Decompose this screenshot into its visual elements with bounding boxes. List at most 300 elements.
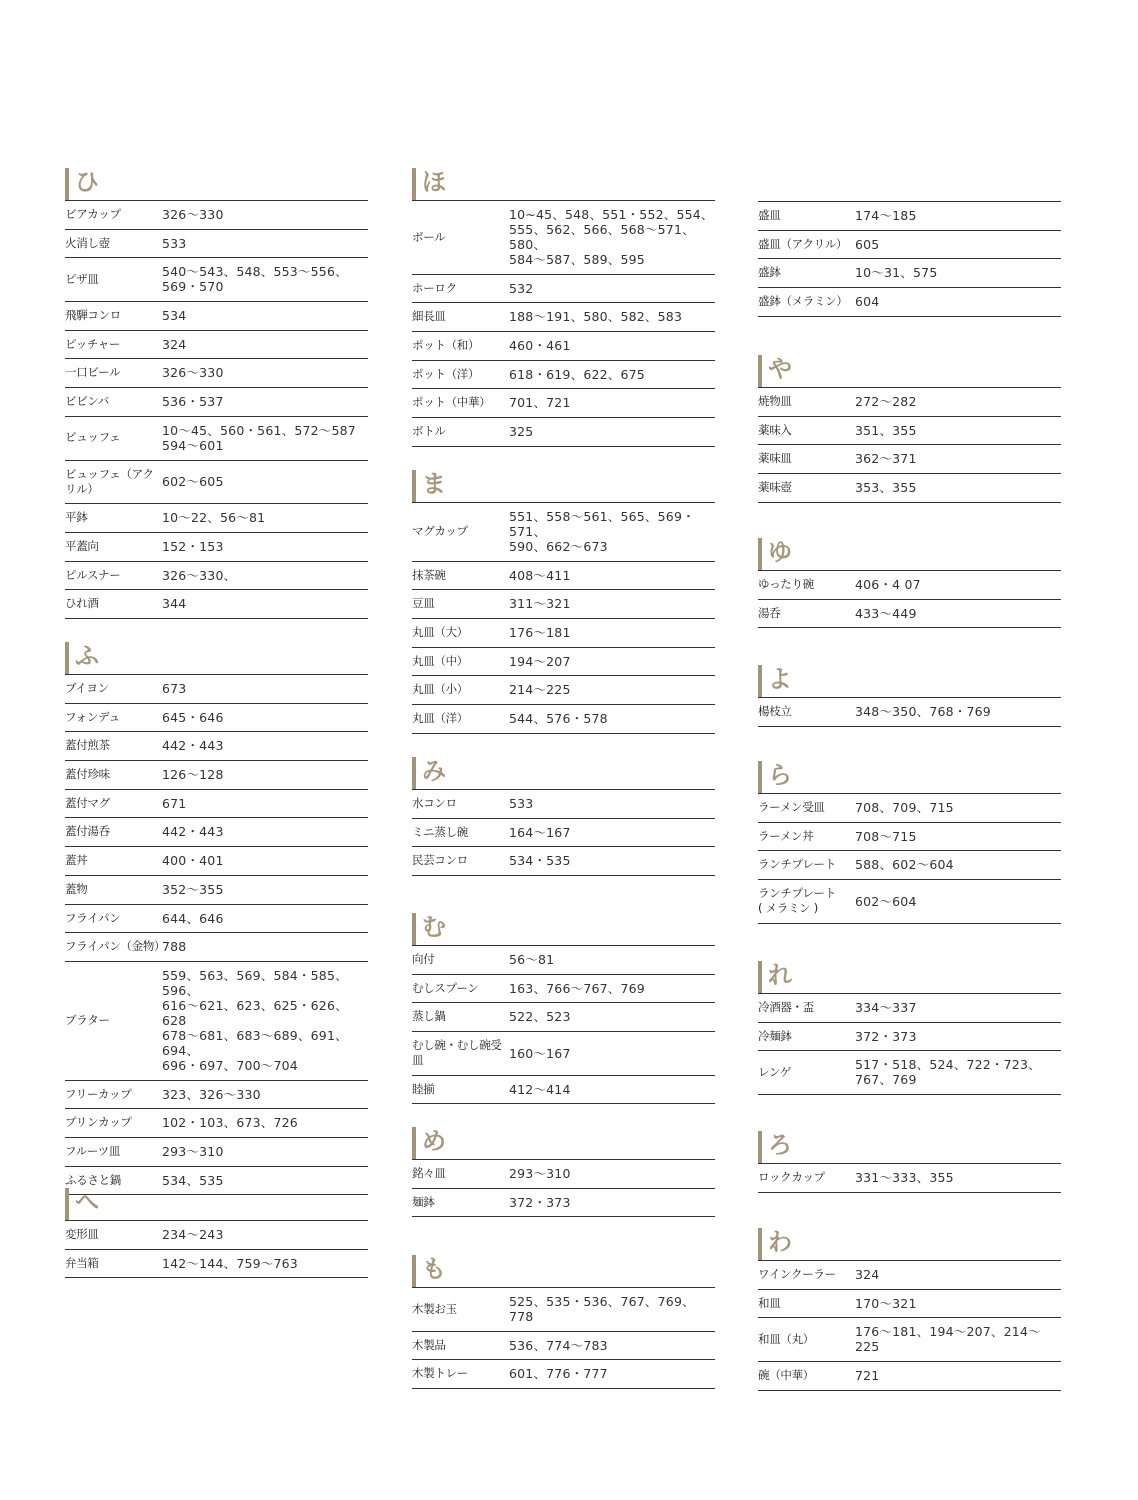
index-row [65, 201, 368, 230]
index-section [758, 1228, 1061, 1391]
item-name: ホーロク [412, 280, 457, 295]
index-row [758, 823, 1061, 852]
index-row [65, 331, 368, 360]
item-name: 蓋付マグ [65, 795, 110, 810]
page-numbers: 544、576・578 [509, 711, 608, 727]
item-name: 向付 [412, 952, 435, 966]
page-numbers: 372・373 [509, 1194, 571, 1210]
index-row [412, 676, 715, 705]
index-row [65, 302, 368, 331]
item-name: 飛騨コンロ [65, 308, 121, 323]
index-row [758, 202, 1061, 231]
heading-kana: へ [75, 1188, 99, 1216]
index-row [758, 1261, 1061, 1290]
page-numbers: 559、563、569、584・585、596、 616～621、623、625・626、628 678～681、683～689、691、694、 696・697、700～704 [162, 967, 348, 1073]
index-rows [758, 570, 1061, 628]
item-name: 和皿 [758, 1295, 781, 1310]
item-name: フライパン（金物） [65, 939, 166, 954]
page-numbers: 331～333、355 [855, 1170, 954, 1185]
heading-bar [65, 642, 69, 674]
index-row [65, 461, 368, 505]
page-numbers: 152・153 [162, 538, 224, 554]
page-numbers: 10~45、548、551・552、554、 555、562、566、568～571、580、 584～587、589、595 [509, 207, 714, 267]
item-name: 和皿（丸） [758, 1331, 814, 1346]
page-numbers: 533 [509, 796, 534, 811]
heading-kana: や [768, 355, 792, 383]
item-name: ボトル [412, 424, 446, 439]
index-row [412, 946, 715, 975]
index-rows [758, 387, 1061, 503]
page-numbers: 708、709、715 [855, 800, 954, 815]
item-name: ビュッフェ [65, 430, 121, 445]
section-heading [758, 761, 1061, 793]
index-row [758, 288, 1061, 317]
index-row [65, 905, 368, 934]
item-name: ラーメン丼 [758, 828, 814, 843]
item-name: ミニ蒸し碗 [412, 824, 468, 839]
heading-bar [412, 913, 416, 945]
index-row [65, 417, 368, 461]
index-row [412, 1076, 715, 1105]
item-name: ピザ皿 [65, 271, 99, 286]
section-heading [65, 642, 368, 674]
page-numbers: 645・646 [162, 709, 224, 725]
heading-bar [412, 470, 416, 502]
item-name: 細長皿 [412, 309, 446, 324]
index-row [758, 994, 1061, 1023]
page-numbers: 433～449 [855, 605, 917, 621]
item-name: 木製お玉 [412, 1301, 457, 1316]
section-heading [758, 1131, 1061, 1163]
item-name: 銘々皿 [412, 1166, 446, 1180]
index-row [412, 332, 715, 361]
item-name: 一口ビール [65, 365, 121, 380]
index-row [412, 1189, 715, 1218]
index-rows [412, 1287, 715, 1389]
index-row [758, 1362, 1061, 1391]
item-name: 民芸コンロ [412, 853, 468, 868]
index-row [758, 600, 1061, 629]
item-name: 水コンロ [412, 796, 457, 810]
index-row [412, 1360, 715, 1389]
page-numbers: 551、558～561、565、569・571、 590、662～673 [509, 509, 695, 554]
item-name: ボール [412, 229, 446, 244]
item-name: ピッチャー [65, 336, 121, 351]
item-name: 丸皿（小） [412, 682, 468, 697]
index-rows [65, 1220, 368, 1278]
heading-bar [758, 355, 762, 387]
page-numbers: 326～330 [162, 365, 224, 381]
section-heading [412, 470, 715, 502]
item-name: ロックカップ [758, 1170, 825, 1184]
index-row [65, 933, 368, 962]
page-numbers: 533 [162, 235, 187, 251]
item-name: 蓋付湯呑 [65, 824, 110, 839]
page-numbers: 10～22、56～81 [162, 510, 266, 526]
page-numbers: 517・518、524、722・723、 767、769 [855, 1057, 1041, 1088]
item-name: ラーメン受皿 [758, 800, 825, 814]
page-numbers: 372・373 [855, 1028, 917, 1044]
index-row [758, 445, 1061, 474]
index-row [412, 361, 715, 390]
index-section [758, 961, 1061, 1095]
index-row [65, 962, 368, 1081]
heading-kana: わ [768, 1228, 792, 1256]
page-numbers: 326～330 [162, 207, 224, 222]
index-rows [412, 200, 715, 447]
page-numbers: 293～310 [509, 1166, 571, 1181]
page-numbers: 601、776・777 [509, 1366, 608, 1382]
section-heading [412, 168, 715, 200]
page-numbers: 673 [162, 681, 187, 696]
index-section [412, 1255, 715, 1389]
index-row [758, 1318, 1061, 1362]
heading-kana: ほ [422, 168, 446, 196]
index-section [758, 201, 1061, 317]
item-name: ポット（和） [412, 338, 480, 353]
item-name: むしスプーン [412, 980, 479, 995]
index-rows [412, 1159, 715, 1217]
page-numbers: 194～207 [509, 653, 571, 669]
heading-kana: ま [422, 470, 446, 498]
page-numbers: 708～715 [855, 828, 917, 844]
page-numbers: 10～31、575 [855, 265, 938, 281]
index-row [65, 790, 368, 819]
item-name: 薬味壺 [758, 480, 792, 495]
index-row [65, 675, 368, 704]
page-numbers: 311～321 [509, 596, 571, 612]
item-name: 湯呑 [758, 605, 781, 620]
index-row [758, 417, 1061, 446]
page-numbers: 160～167 [509, 1045, 571, 1061]
page-numbers: 272～282 [855, 394, 917, 409]
page-numbers: 701、721 [509, 395, 571, 411]
index-section [65, 168, 368, 619]
page-numbers: 442・443 [162, 824, 224, 840]
page-numbers: 325 [509, 424, 534, 440]
item-name: 丸皿（洋） [412, 711, 468, 726]
heading-bar [758, 1131, 762, 1163]
item-name: ゆったり碗 [758, 577, 814, 591]
page-numbers: 534 [162, 308, 187, 324]
heading-kana: ろ [768, 1131, 792, 1159]
index-rows [758, 697, 1061, 727]
item-name: ワインクーラー [758, 1267, 836, 1281]
index-row [412, 503, 715, 562]
item-name: 麺鉢 [412, 1194, 435, 1209]
page-numbers: 234～243 [162, 1227, 224, 1242]
index-row [412, 847, 715, 876]
item-name: ひれ酒 [65, 596, 99, 611]
item-name: ふるさと鍋 [65, 1172, 121, 1187]
page-numbers: 605 [855, 236, 880, 252]
page-numbers: 400・401 [162, 853, 224, 869]
page-numbers: 525、535・536、767、769、778 [509, 1294, 695, 1324]
index-row [758, 851, 1061, 880]
item-name: 焼物皿 [758, 394, 792, 408]
heading-bar [412, 757, 416, 789]
index-row [412, 619, 715, 648]
heading-kana: ひ [75, 168, 99, 196]
page-numbers: 176～181、194～207、214～225 [855, 1324, 1041, 1355]
item-name: レンゲ [758, 1064, 792, 1079]
index-row [758, 1290, 1061, 1319]
index-row [758, 388, 1061, 417]
page-numbers: 188～191、580、582、583 [509, 309, 683, 325]
index-row [65, 704, 368, 733]
item-name: ポット（洋） [412, 366, 480, 381]
item-name: 木製トレー [412, 1366, 468, 1381]
heading-bar [758, 761, 762, 793]
index-row [412, 790, 715, 819]
section-heading [412, 913, 715, 945]
page-numbers: 164～167 [509, 824, 571, 840]
page-numbers: 324 [855, 1267, 880, 1282]
index-row [412, 590, 715, 619]
page-numbers: 344 [162, 596, 187, 612]
index-row [412, 1003, 715, 1032]
page-numbers: 532 [509, 280, 534, 296]
item-name: ビビンバ [65, 394, 109, 409]
page-numbers: 602～604 [855, 893, 917, 909]
page-numbers: 334～337 [855, 1000, 917, 1015]
item-name: ビアカップ [65, 207, 121, 221]
page-numbers: 412～414 [509, 1081, 571, 1097]
page-numbers: 536・537 [162, 394, 224, 410]
index-section [412, 1127, 715, 1217]
item-name: ブラター [65, 1012, 110, 1027]
heading-kana: ゆ [768, 538, 792, 566]
index-section [65, 1188, 368, 1278]
page-numbers: 540～543、548、553～556、 569・570 [162, 264, 348, 295]
heading-kana: よ [768, 665, 792, 693]
item-name: フォンデュ [65, 709, 121, 724]
index-section [758, 761, 1061, 924]
item-name: 盛皿（アクリル） [758, 236, 848, 251]
page-numbers: 142～144、759～763 [162, 1255, 298, 1271]
index-section [412, 470, 715, 734]
index-section [412, 913, 715, 1104]
section-heading [412, 757, 715, 789]
page-numbers: 408～411 [509, 567, 571, 583]
page-numbers: 522、523 [509, 1009, 571, 1025]
item-name: ブイヨン [65, 681, 109, 695]
page-numbers: 352～355 [162, 881, 224, 897]
section-heading [412, 1127, 715, 1159]
item-name: 盛鉢 [758, 265, 781, 280]
page-numbers: 604 [855, 294, 880, 310]
item-name: 盛皿 [758, 208, 781, 222]
page-numbers: 788 [162, 939, 187, 955]
index-row [65, 533, 368, 562]
heading-bar [65, 168, 69, 200]
page-numbers: 126～128 [162, 767, 224, 783]
index-section [65, 642, 368, 1195]
item-name: 冷麺鉢 [758, 1028, 792, 1043]
item-name: 碗（中華） [758, 1368, 814, 1383]
heading-bar [758, 538, 762, 570]
item-name: 蓋付煎茶 [65, 738, 110, 753]
index-rows [412, 502, 715, 734]
index-rows [758, 993, 1061, 1095]
index-row [65, 1250, 368, 1279]
page-numbers: 170～321 [855, 1295, 917, 1311]
index-rows [758, 793, 1061, 924]
section-heading [758, 355, 1061, 387]
page-numbers: 406・4 07 [855, 577, 921, 592]
index-row [412, 705, 715, 734]
section-heading [412, 1255, 715, 1287]
index-row [412, 1160, 715, 1189]
page-numbers: 644、646 [162, 910, 224, 926]
index-row [412, 562, 715, 591]
page-numbers: 324 [162, 336, 187, 352]
index-row [758, 698, 1061, 727]
item-name: ランチプレート [758, 857, 836, 872]
heading-kana: れ [768, 961, 792, 989]
page-numbers: 442・443 [162, 738, 224, 754]
page-numbers: 353、355 [855, 480, 917, 496]
page-numbers: 293～310 [162, 1143, 224, 1159]
item-name: 丸皿（大） [412, 625, 468, 640]
index-row [758, 1051, 1061, 1095]
heading-bar [412, 1255, 416, 1287]
section-heading [758, 538, 1061, 570]
index-rows [412, 789, 715, 876]
section-heading [758, 1228, 1061, 1260]
page-numbers: 323、326～330 [162, 1086, 261, 1102]
item-name: ビュッフェ（アクリル） [65, 466, 154, 496]
index-row [412, 275, 715, 304]
item-name: プリンカップ [65, 1115, 132, 1130]
index-row [758, 1164, 1061, 1193]
index-row [758, 794, 1061, 823]
index-row [412, 648, 715, 677]
heading-kana: も [422, 1255, 446, 1283]
index-rows [65, 200, 368, 619]
section-heading [758, 665, 1061, 697]
index-row [758, 571, 1061, 600]
item-name: 蒸し鍋 [412, 1009, 446, 1024]
index-rows [412, 945, 715, 1104]
section-heading [758, 961, 1061, 993]
index-row [65, 230, 368, 259]
index-row [758, 1023, 1061, 1052]
item-name: 蓋丼 [65, 853, 88, 868]
page-numbers: 362～371 [855, 451, 917, 467]
page-numbers: 326～330、 [162, 567, 237, 583]
page-numbers: 536、774～783 [509, 1337, 608, 1353]
item-name: むし碗・むし碗受皿 [412, 1038, 502, 1068]
item-name: 丸皿（中） [412, 653, 468, 668]
index-section [758, 538, 1061, 628]
heading-bar [412, 168, 416, 200]
item-name: 抹茶碗 [412, 567, 446, 582]
index-rows [758, 1163, 1061, 1193]
heading-kana: む [422, 913, 446, 941]
index-row [65, 818, 368, 847]
item-name: 蓋物 [65, 881, 88, 896]
index-row [758, 231, 1061, 260]
item-name: ポット（中華） [412, 395, 491, 410]
heading-bar [412, 1127, 416, 1159]
heading-bar [65, 1188, 69, 1220]
index-row [65, 359, 368, 388]
index-row [412, 1288, 715, 1332]
index-section [412, 757, 715, 876]
index-row [65, 847, 368, 876]
index-row [758, 259, 1061, 288]
page-numbers: 348～350、768・769 [855, 704, 991, 719]
index-row [412, 819, 715, 848]
index-rows [758, 201, 1061, 317]
index-row [758, 474, 1061, 503]
index-row [65, 504, 368, 533]
index-row [65, 590, 368, 619]
index-row [65, 1081, 368, 1110]
page-numbers: 534、535 [162, 1172, 224, 1188]
page-numbers: 588、602～604 [855, 857, 954, 873]
index-row [412, 1032, 715, 1076]
index-rows [758, 1260, 1061, 1391]
section-heading [65, 1188, 368, 1220]
page-numbers: 56～81 [509, 952, 555, 967]
index-row [65, 562, 368, 591]
item-name: フルーツ皿 [65, 1143, 121, 1158]
index-row [65, 761, 368, 790]
item-name: 睦揃 [412, 1081, 435, 1096]
index-row [65, 732, 368, 761]
page-numbers: 618・619、622、675 [509, 366, 645, 382]
heading-bar [758, 665, 762, 697]
page-numbers: 351、355 [855, 422, 917, 438]
index-row [65, 876, 368, 905]
index-row [412, 303, 715, 332]
index-row [65, 1221, 368, 1250]
index-row [412, 1332, 715, 1361]
index-row [65, 258, 368, 302]
item-name: 木製品 [412, 1337, 446, 1352]
heading-kana: ふ [75, 642, 99, 670]
index-row [412, 201, 715, 275]
heading-kana: め [422, 1127, 446, 1155]
item-name: 平鉢 [65, 510, 88, 525]
index-row [65, 1109, 368, 1138]
item-name: 平蓋向 [65, 538, 99, 553]
index-row [65, 1138, 368, 1167]
page-numbers: 102・103、673、726 [162, 1115, 298, 1131]
item-name: 火消し壺 [65, 235, 110, 250]
heading-kana: ら [768, 761, 792, 789]
index-section [758, 355, 1061, 503]
item-name: 弁当箱 [65, 1255, 99, 1270]
heading-bar [758, 1228, 762, 1260]
page-numbers: 176～181 [509, 625, 571, 641]
section-heading [65, 168, 368, 200]
heading-kana: み [422, 757, 446, 785]
item-name: 豆皿 [412, 596, 435, 611]
item-name: 薬味入 [758, 422, 792, 437]
item-name: ランチプレート ( メラミン ) [758, 886, 836, 916]
heading-bar [758, 961, 762, 993]
item-name: フリーカップ [65, 1086, 132, 1101]
index-row [65, 388, 368, 417]
item-name: ピルスナー [65, 567, 121, 582]
page-numbers: 163、766～767、769 [509, 980, 645, 996]
item-name: 薬味皿 [758, 451, 792, 466]
page-numbers: 10～45、560・561、572～587 594～601 [162, 422, 356, 453]
item-name: フライパン [65, 910, 121, 925]
